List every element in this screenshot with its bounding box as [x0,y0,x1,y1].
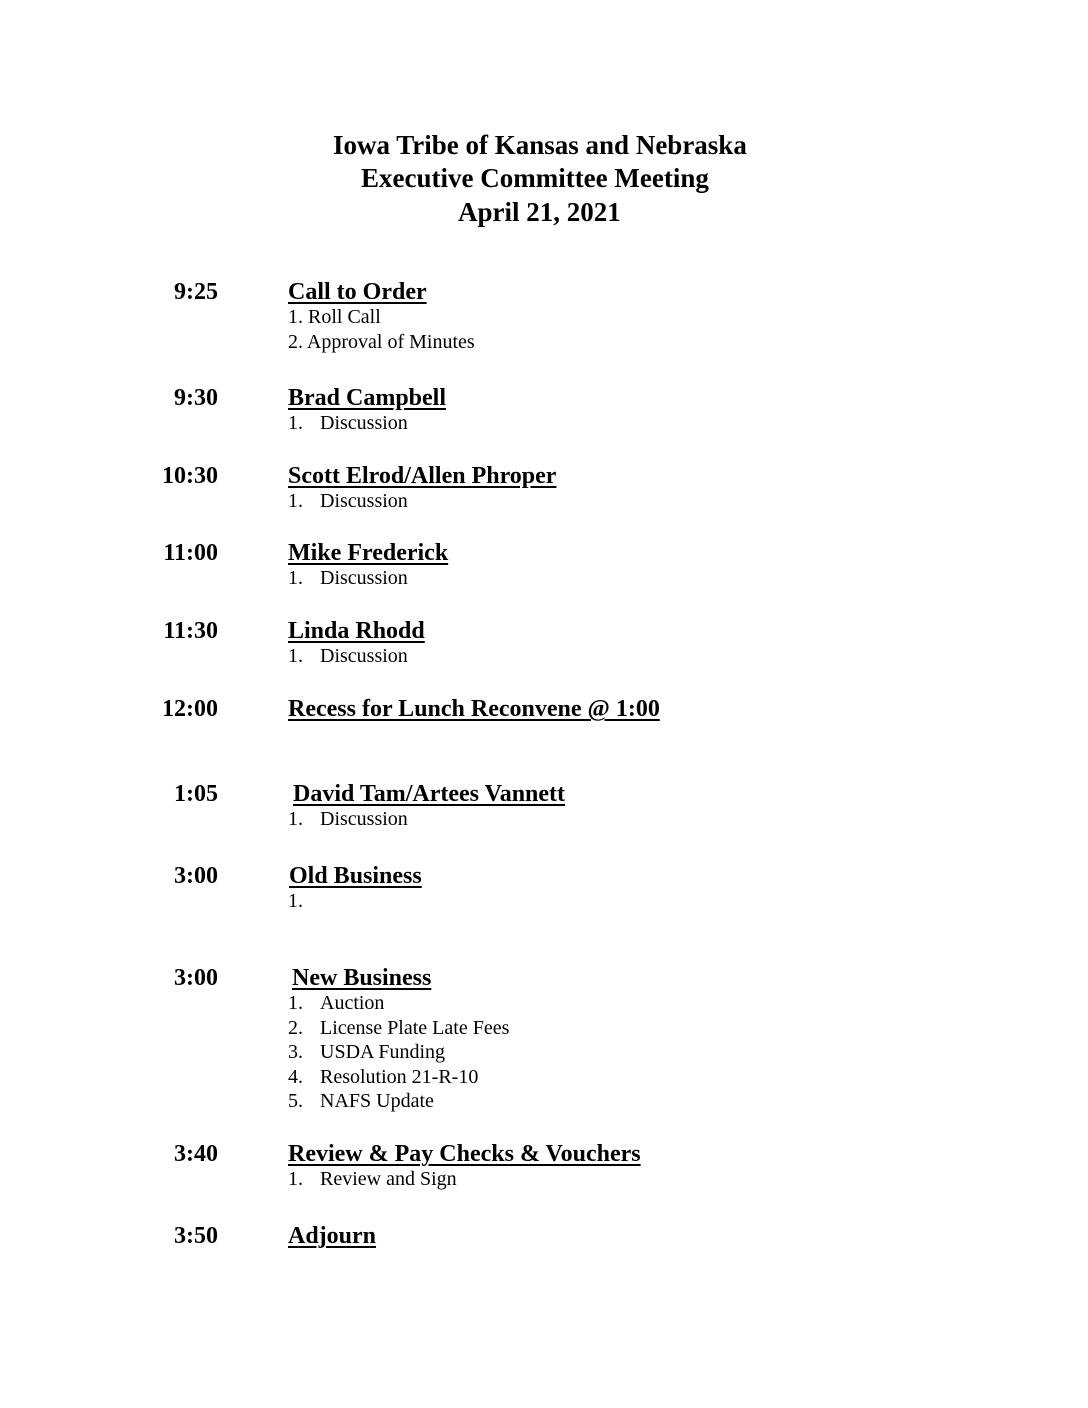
agenda-subitems [288,644,408,669]
agenda-subitems [288,991,509,1114]
agenda-subitems [288,305,475,354]
agenda-heading: David Tam/Artees Vannett [293,781,566,807]
agenda-heading: New Business [292,965,432,991]
agenda-time: 9:30 [174,385,218,411]
agenda-heading: Review & Pay Checks & Vouchers [288,1141,641,1167]
agenda-subitem: 2. Approval of Minutes [288,330,475,353]
agenda-time: 11:30 [163,618,218,644]
agenda-time: 10:30 [162,463,218,489]
agenda-heading: Linda Rhodd [288,618,425,644]
agenda-time: 3:50 [174,1223,218,1249]
agenda-heading: Adjourn [288,1223,377,1249]
agenda-subitems [288,889,320,914]
agenda-subitem: 1. Roll Call [288,306,381,328]
agenda-subitem: 1. Discussion [288,808,408,830]
agenda-subitem: 1. Auction [288,992,385,1014]
agenda-time: 12:00 [162,696,218,722]
agenda-time: 3:40 [174,1141,218,1167]
agenda-subitem: 1. Discussion [288,567,408,589]
agenda-subitem: 1. Discussion [288,412,408,434]
agenda-time: 1:05 [174,781,218,807]
agenda-subitems [288,566,408,591]
agenda-subitem: 4. Resolution 21-R-10 [288,1065,479,1088]
agenda-time: 3:00 [174,863,218,889]
agenda-subitem: 1. Discussion [288,645,408,667]
agenda-subitems [288,807,408,832]
agenda-heading: Mike Frederick [288,540,449,566]
agenda-heading: Scott Elrod/Allen Phroper [288,463,557,489]
agenda-heading: Call to Order [288,279,427,305]
agenda-subitem: 1. Discussion [288,490,408,512]
agenda-time: 3:00 [174,965,218,991]
agenda-subitem: 1. [288,890,303,912]
agenda-subitems [288,489,408,514]
meeting-date: April 21, 2021 [458,197,621,227]
agenda-subitem: 2. License Plate Late Fees [288,1016,510,1039]
agenda-heading: Recess for Lunch Reconvene @ 1:00 [288,696,660,722]
agenda-time: 11:00 [163,540,218,566]
agenda-subitems [288,1167,457,1192]
agenda-heading: Brad Campbell [288,385,447,411]
agenda-time: 9:25 [174,279,218,305]
agenda-subitem: 3. USDA Funding [288,1041,446,1063]
agenda-heading: Old Business [289,863,422,889]
agenda-subitem: 5. NAFS Update [288,1090,434,1112]
meeting-name: Executive Committee Meeting [361,163,709,193]
document-title: Iowa Tribe of Kansas and Nebraska [333,130,747,160]
agenda-subitem: 1. Review and Sign [288,1168,457,1190]
agenda-subitems [288,411,408,436]
